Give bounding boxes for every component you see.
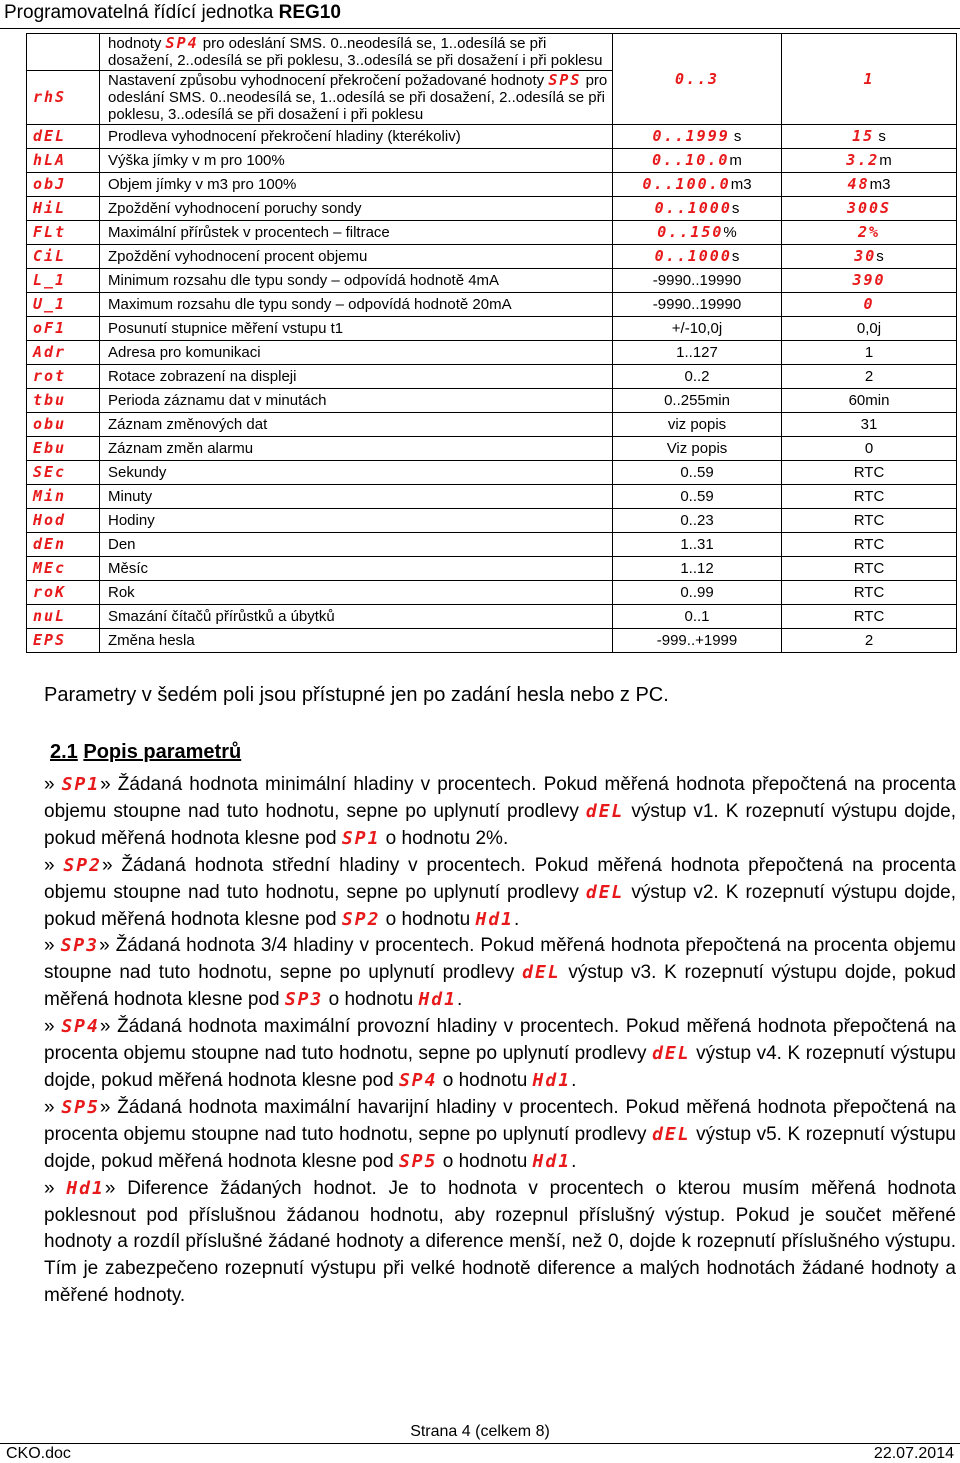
- text-run: m: [879, 152, 892, 169]
- table-row: [27, 341, 957, 365]
- table-row: [27, 629, 957, 653]
- display-code: dEL: [522, 962, 561, 984]
- page-number: Strana 4 (celkem 8): [410, 1423, 550, 1440]
- value-cell: [782, 245, 957, 269]
- text-run: Záznam změn alarmu: [108, 440, 254, 457]
- parameter-code: dEn: [33, 535, 67, 553]
- code-cell: [27, 245, 100, 269]
- code-cell: [27, 125, 100, 149]
- table-row: [27, 317, 957, 341]
- display-code: 0..1000: [654, 199, 732, 217]
- parameter-code: Min: [33, 487, 67, 505]
- parameter-code: rhS: [33, 88, 67, 106]
- text-run: -9990..19990: [652, 296, 742, 313]
- code-cell: [27, 485, 100, 509]
- password-note: Parametry v šedém poli jsou přístupné jen po zadání hesla nebo z PC.: [44, 684, 669, 706]
- description-cell: [100, 605, 613, 629]
- text-run: 0..99: [680, 584, 714, 601]
- range-cell: [613, 245, 782, 269]
- description-cell: [100, 485, 613, 509]
- value-cell: [782, 485, 957, 509]
- range-cell: [613, 605, 782, 629]
- range-cell: [613, 485, 782, 509]
- text-run: » Žádaná hodnota 3/4 hladiny v procentech. Pokud měřená hodnota přepočtená na procenta objemu stoupne nad tuto hodnotu, sepne po uplynutí prodlevy: [44, 935, 956, 984]
- text-run: » Žádaná hodnota maximální havarijní hladiny v procentech. Pokud měřená hodnota přepočtená na procenta objemu stoupne nad tuto hodnotu, sepne po uplynutí prodlevy: [44, 1096, 956, 1145]
- table-row: [27, 125, 957, 149]
- value-cell: [782, 605, 957, 629]
- text-run: výstup v2. K rozepnutí výstupu dojde, pokud měřená hodnota klesne pod: [44, 881, 956, 930]
- parameter-descriptions: [44, 772, 956, 1310]
- description-cell: [100, 509, 613, 533]
- display-code: 0..10.0: [652, 151, 730, 169]
- file-name: CKO.doc: [6, 1445, 71, 1462]
- range-cell: [613, 509, 782, 533]
- parameter-description-paragraph: [44, 853, 956, 934]
- table-row: [27, 34, 957, 71]
- text-run: Sekundy: [108, 464, 167, 481]
- text-run: s: [731, 248, 740, 265]
- section-number: 2.1: [50, 741, 78, 763]
- text-run: m: [729, 152, 742, 169]
- value-cell: [782, 125, 957, 149]
- text-run: pro odeslání SMS. 0..neodesílá se, 1..odesílá se při dosažení, 2..odesílá se při poklesu, 3..odesílá se při dosažení i při poklesu: [108, 72, 608, 123]
- text-run: %: [723, 224, 737, 241]
- display-code: 30: [854, 247, 877, 265]
- text-run: 2: [864, 632, 874, 649]
- text-run: » Žádaná hodnota maximální provozní hladiny v procentech. Pokud měřená hodnota přepočtená na procenta objemu stoupne nad tuto hodnotu, sepne po uplynutí prodlevy: [44, 1016, 956, 1065]
- parameter-description-paragraph: [44, 772, 956, 853]
- code-cell: [27, 533, 100, 557]
- table-row: [27, 509, 957, 533]
- range-cell: [613, 197, 782, 221]
- parameter-code: tbu: [33, 391, 67, 409]
- text-run: 0..1: [684, 608, 710, 625]
- text-run: Smazání čítačů přírůstků a úbytků: [108, 608, 335, 625]
- parameter-code: obJ: [33, 175, 67, 193]
- display-code: SP5: [61, 1096, 100, 1118]
- display-code: SP2: [63, 854, 102, 876]
- text-run: výstup v1. K rozepnutí výstupu dojde, pokud měřená hodnota klesne pod: [44, 800, 956, 849]
- text-run: RTC: [853, 560, 885, 577]
- text-run: »: [44, 935, 61, 957]
- range-cell: [613, 581, 782, 605]
- text-run: Změna hesla: [108, 632, 195, 649]
- text-run: 60min: [848, 392, 890, 409]
- range-cell: [613, 125, 782, 149]
- text-run: m3: [869, 176, 891, 193]
- text-run: Viz popis: [666, 440, 728, 457]
- parameter-code: EPS: [33, 631, 67, 649]
- display-code: 0..1000: [654, 247, 732, 265]
- text-run: m3: [730, 176, 752, 193]
- value-cell: [782, 557, 957, 581]
- text-run: s: [876, 248, 884, 265]
- description-cell: [100, 149, 613, 173]
- document-header: [4, 2, 341, 24]
- text-run: o hodnotu: [380, 908, 476, 930]
- text-run: -999..+1999: [656, 632, 738, 649]
- table-row: [27, 245, 957, 269]
- range-cell: [613, 269, 782, 293]
- text-run: výstup v4. K rozepnutí výstupu dojde, pokud měřená hodnota klesne pod: [44, 1043, 956, 1091]
- description-cell: [100, 437, 613, 461]
- text-run: RTC: [853, 608, 885, 625]
- code-cell: [27, 605, 100, 629]
- display-code: SP5: [398, 1150, 438, 1172]
- text-run: 1..31: [680, 536, 714, 553]
- display-code: Hd1: [532, 1069, 572, 1091]
- text-run: RTC: [853, 512, 885, 529]
- text-run: » Žádaná hodnota minimální hladiny v procentech. Pokud měřená hodnota přepočtená na procenta objemu stoupne nad tuto hodnotu, sepne po uplynutí prodlevy: [44, 774, 956, 822]
- parameter-code: dEL: [33, 127, 67, 145]
- text-run: »: [44, 854, 64, 876]
- text-run: Den: [108, 536, 136, 553]
- range-cell: [613, 221, 782, 245]
- description-cell: [100, 581, 613, 605]
- code-cell: [27, 34, 100, 71]
- range-cell: [613, 34, 782, 125]
- parameter-description-paragraph: [44, 1014, 956, 1095]
- text-run: Minuty: [108, 488, 153, 505]
- text-run: Objem jímky v m3 pro 100%: [108, 176, 297, 193]
- text-run: Zpoždění vyhodnocení procent objemu: [108, 248, 368, 265]
- code-cell: [27, 629, 100, 653]
- display-code: 0..3: [674, 69, 720, 88]
- table-row: [27, 293, 957, 317]
- description-cell: [100, 125, 613, 149]
- display-code: dEL: [652, 1043, 691, 1065]
- code-cell: [27, 389, 100, 413]
- display-code: dEL: [585, 800, 625, 822]
- section-heading: [50, 741, 241, 764]
- text-run: Rotace zobrazení na displeji: [108, 368, 297, 385]
- value-cell: [782, 269, 957, 293]
- table-row: [27, 197, 957, 221]
- display-code: 0..1999: [652, 127, 730, 145]
- display-code: SP4: [61, 1016, 100, 1038]
- text-run: Adresa pro komunikaci: [108, 344, 261, 361]
- header-title-model: REG10: [278, 2, 341, 23]
- table-row: [27, 269, 957, 293]
- description-cell: [100, 413, 613, 437]
- text-run: Nastavení způsobu vyhodnocení překročení požadované hodnoty: [108, 72, 549, 89]
- display-code: 1: [863, 69, 875, 88]
- text-run: » Diference žádaných hodnot. Je to hodnota v procentech o kterou musím měřená hodnota poklesnout pod příslušnou žádanou hodnotu, aby rozepnul příslušný výstup. Pokud je součet měřené hodnoty a rozdíl příslušné žádané hodnoty a diference menší, než 0, dojde k rozepnutí příslušného výstupu. Tím je zabezpečeno rozepnutí výstupu při velké hodnotě diference a malých hodnotách žádané hodnoty a měřené hodnoty.: [44, 1177, 956, 1307]
- display-code: 0..100.0: [642, 175, 731, 193]
- description-cell: [100, 173, 613, 197]
- description-cell: [100, 245, 613, 269]
- description-cell: [100, 197, 613, 221]
- display-code: Hd1: [475, 908, 515, 930]
- value-cell: [782, 509, 957, 533]
- text-run: výstup v3. K rozepnutí výstupu dojde, pokud měřená hodnota klesne pod: [44, 962, 956, 1011]
- display-code: 2%: [857, 223, 881, 241]
- display-code: Hd1: [532, 1150, 572, 1172]
- parameter-description-paragraph: [44, 1095, 956, 1176]
- table-row: [27, 149, 957, 173]
- range-cell: [613, 533, 782, 557]
- text-run: Maximální přírůstek v procentech – filtrace: [108, 224, 390, 241]
- display-code: SP1: [341, 827, 381, 849]
- text-run: s: [731, 200, 740, 217]
- parameter-code: rot: [33, 367, 67, 385]
- description-cell: [100, 461, 613, 485]
- text-run: Rok: [108, 584, 135, 601]
- text-run: Perioda záznamu dat v minutách: [108, 392, 327, 409]
- table-row: [27, 389, 957, 413]
- parameter-code: Ebu: [33, 439, 67, 457]
- text-run: 31: [860, 416, 878, 433]
- section-title: Popis parametrů: [83, 741, 242, 763]
- table-row: [27, 461, 957, 485]
- parameter-table: [26, 33, 957, 653]
- text-run: 0..2: [684, 368, 710, 385]
- code-cell: [27, 365, 100, 389]
- range-cell: [613, 149, 782, 173]
- parameter-code: MEc: [33, 559, 67, 577]
- text-run: RTC: [853, 464, 885, 481]
- code-cell: [27, 293, 100, 317]
- text-run: »: [44, 1177, 67, 1199]
- display-code: 48: [847, 175, 870, 193]
- text-run: Výška jímky v m pro 100%: [108, 152, 285, 169]
- text-run: 2: [864, 368, 874, 385]
- display-code: dEL: [585, 881, 625, 903]
- code-cell: [27, 269, 100, 293]
- display-code: Hd1: [66, 1177, 105, 1199]
- text-run: 0..255min: [664, 392, 730, 409]
- range-cell: [613, 173, 782, 197]
- range-cell: [613, 437, 782, 461]
- value-cell: [782, 149, 957, 173]
- table-row: [27, 485, 957, 509]
- range-cell: [613, 389, 782, 413]
- display-code: 0: [863, 295, 875, 313]
- text-run: +/-10,0j: [671, 320, 723, 337]
- description-cell: [100, 389, 613, 413]
- text-run: o hodnotu: [437, 1069, 533, 1091]
- value-cell: [782, 173, 957, 197]
- text-run: .: [571, 1069, 577, 1091]
- description-cell: [100, 341, 613, 365]
- table-row: [27, 437, 957, 461]
- display-code: SPS: [548, 71, 582, 89]
- display-code: 3.2: [846, 151, 880, 169]
- value-cell: [782, 461, 957, 485]
- value-cell: [782, 221, 957, 245]
- description-cell: [100, 533, 613, 557]
- text-run: 0,0j: [856, 320, 882, 337]
- range-cell: [613, 461, 782, 485]
- table-row: [27, 533, 957, 557]
- display-code: 0..150: [657, 223, 724, 241]
- text-run: 1..127: [676, 344, 718, 361]
- value-cell: [782, 341, 957, 365]
- display-code: dEL: [652, 1123, 691, 1145]
- range-cell: [613, 413, 782, 437]
- table-row: [27, 413, 957, 437]
- text-run: pro odeslání SMS. 0..neodesílá se, 1..odesílá se při dosažení, 2..odesílá se při poklesu, 3..odesílá se při dosažení i při poklesu: [108, 35, 603, 69]
- description-cell: [100, 317, 613, 341]
- parameter-code: hLA: [33, 151, 67, 169]
- parameter-code: CiL: [33, 247, 67, 265]
- parameter-code: U_1: [33, 295, 67, 313]
- code-cell: [27, 173, 100, 197]
- value-cell: [782, 365, 957, 389]
- code-cell: [27, 413, 100, 437]
- text-run: s: [874, 128, 886, 145]
- text-run: výstup v5. K rozepnutí výstupu dojde, pokud měřená hodnota klesne pod: [44, 1123, 956, 1172]
- text-run: 0..23: [680, 512, 714, 529]
- display-code: SP4: [165, 34, 199, 52]
- display-code: 390: [852, 271, 886, 289]
- text-run: »: [44, 1016, 62, 1038]
- table-row: [27, 173, 957, 197]
- text-run: 1..12: [680, 560, 714, 577]
- text-run: Hodiny: [108, 512, 155, 529]
- text-run: Měsíc: [108, 560, 149, 577]
- text-run: -9990..19990: [652, 272, 742, 289]
- value-cell: [782, 437, 957, 461]
- table-row: [27, 557, 957, 581]
- parameter-code: HiL: [33, 199, 67, 217]
- parameter-code: SEc: [33, 463, 67, 481]
- range-cell: [613, 557, 782, 581]
- description-cell: [100, 71, 613, 125]
- range-cell: [613, 293, 782, 317]
- text-run: .: [456, 989, 463, 1011]
- code-cell: [27, 437, 100, 461]
- table-row: [27, 581, 957, 605]
- text-run: RTC: [853, 488, 885, 505]
- parameter-code: nuL: [33, 607, 67, 625]
- text-run: RTC: [853, 536, 885, 553]
- text-run: 1: [864, 344, 874, 361]
- parameter-code: Adr: [33, 343, 67, 361]
- value-cell: [782, 389, 957, 413]
- parameter-code: oF1: [33, 319, 67, 337]
- parameter-code: Hod: [33, 511, 67, 529]
- range-cell: [613, 365, 782, 389]
- value-cell: [782, 317, 957, 341]
- text-run: Posunutí stupnice měření vstupu t1: [108, 320, 344, 337]
- text-run: o hodnotu: [437, 1150, 533, 1172]
- text-run: Maximum rozsahu dle typu sondy – odpovídá hodnotě 20mA: [108, 296, 512, 313]
- value-cell: [782, 413, 957, 437]
- text-run: 0: [864, 440, 874, 457]
- display-code: SP4: [398, 1069, 438, 1091]
- footer-divider: [0, 1443, 960, 1444]
- parameter-code: L_1: [33, 271, 67, 289]
- code-cell: [27, 557, 100, 581]
- code-cell: [27, 461, 100, 485]
- parameter-description-paragraph: [44, 933, 956, 1014]
- value-cell: [782, 581, 957, 605]
- parameter-code: roK: [33, 583, 67, 601]
- description-cell: [100, 269, 613, 293]
- code-cell: [27, 341, 100, 365]
- description-cell: [100, 34, 613, 71]
- code-cell: [27, 581, 100, 605]
- range-cell: [613, 317, 782, 341]
- display-code: 300S: [846, 199, 892, 217]
- text-run: .: [514, 908, 520, 930]
- text-run: s: [729, 128, 742, 145]
- display-code: Hd1: [418, 989, 457, 1011]
- text-run: o hodnotu: [323, 989, 419, 1011]
- display-code: SP3: [60, 935, 100, 957]
- text-run: Minimum rozsahu dle typu sondy – odpovídá hodnotě 4mA: [108, 272, 500, 289]
- description-cell: [100, 221, 613, 245]
- parameter-description-paragraph: [44, 1176, 956, 1311]
- description-cell: [100, 629, 613, 653]
- text-run: viz popis: [667, 416, 727, 433]
- value-cell: [782, 293, 957, 317]
- value-cell: [782, 533, 957, 557]
- code-cell: [27, 317, 100, 341]
- table-row: [27, 605, 957, 629]
- code-cell: [27, 197, 100, 221]
- table-row: [27, 221, 957, 245]
- text-run: Prodleva vyhodnocení překročení hladiny (kterékoliv): [108, 128, 461, 145]
- code-cell: [27, 509, 100, 533]
- code-cell: [27, 71, 100, 125]
- text-run: » Žádaná hodnota střední hladiny v procentech. Pokud měřená hodnota přepočtená na procenta objemu stoupne nad tuto hodnotu, sepne po uplynutí prodlevy: [44, 854, 956, 903]
- text-run: »: [44, 774, 62, 795]
- parameter-code: FLt: [33, 223, 67, 241]
- range-cell: [613, 629, 782, 653]
- text-run: .: [571, 1150, 577, 1172]
- code-cell: [27, 221, 100, 245]
- code-cell: [27, 149, 100, 173]
- display-code: SP2: [341, 908, 381, 930]
- text-run: Zpoždění vyhodnocení poruchy sondy: [108, 200, 362, 217]
- description-cell: [100, 365, 613, 389]
- value-cell: [782, 34, 957, 125]
- header-divider: [0, 28, 960, 29]
- text-run: o hodnotu 2%.: [380, 827, 509, 849]
- description-cell: [100, 557, 613, 581]
- display-code: SP1: [61, 774, 101, 795]
- text-run: Záznam změnových dat: [108, 416, 268, 433]
- range-cell: [613, 341, 782, 365]
- document-date: 22.07.2014: [873, 1445, 954, 1462]
- header-title: Programovatelná řídící jednotka: [4, 2, 279, 23]
- text-run: 0..59: [680, 488, 714, 505]
- display-code: SP3: [284, 989, 324, 1011]
- value-cell: [782, 629, 957, 653]
- description-cell: [100, 293, 613, 317]
- text-run: »: [44, 1096, 62, 1118]
- display-code: 15: [852, 127, 875, 145]
- text-run: 0..59: [680, 464, 714, 481]
- value-cell: [782, 197, 957, 221]
- text-run: RTC: [853, 584, 885, 601]
- parameter-code: obu: [33, 415, 67, 433]
- table-row: [27, 365, 957, 389]
- text-run: hodnoty: [108, 35, 166, 52]
